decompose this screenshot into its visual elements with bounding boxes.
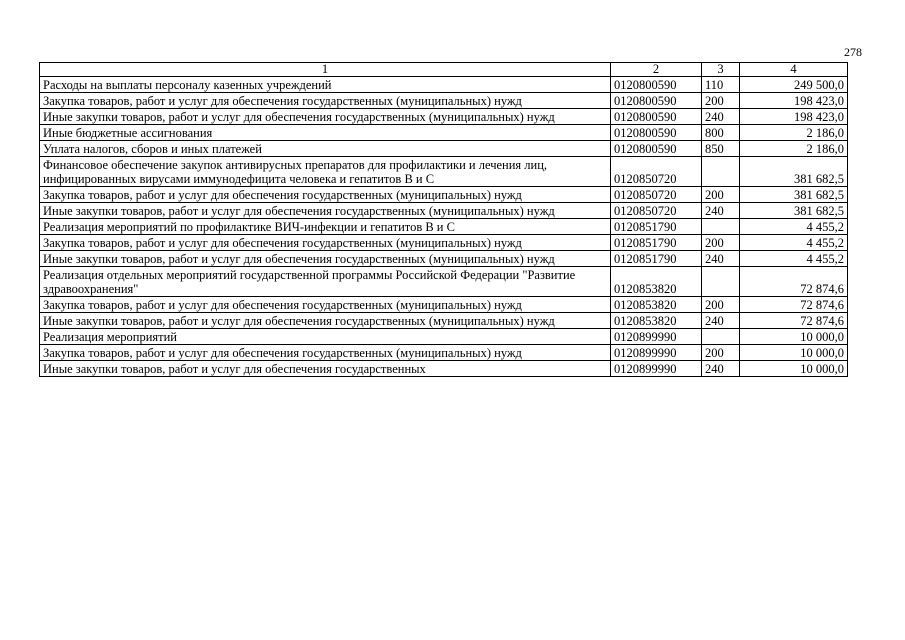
- target-article-code-cell: 0120800590: [611, 93, 702, 109]
- target-article-code-cell: 0120899990: [611, 329, 702, 345]
- amount-cell: 198 423,0: [740, 109, 848, 125]
- expense-type-code-cell: 200: [702, 235, 740, 251]
- target-article-code-cell: 0120851790: [611, 219, 702, 235]
- target-article-code-cell: 0120899990: [611, 345, 702, 361]
- amount-cell: 4 455,2: [740, 251, 848, 267]
- table-row: [40, 235, 848, 251]
- table-row: [40, 141, 848, 157]
- budget-table: [39, 62, 848, 377]
- expense-type-code-cell: 850: [702, 141, 740, 157]
- expense-type-code-cell: [702, 267, 740, 297]
- table-row: [40, 329, 848, 345]
- expense-name-cell: Уплата налогов, сборов и иных платежей: [40, 141, 611, 157]
- expense-name-cell: Иные бюджетные ассигнования: [40, 125, 611, 141]
- table-row: [40, 251, 848, 267]
- table-row: [40, 109, 848, 125]
- target-article-code-cell: 0120851790: [611, 251, 702, 267]
- expense-name-cell: Расходы на выплаты персоналу казенных учреждений: [40, 77, 611, 93]
- table-row: [40, 297, 848, 313]
- page-number: 278: [844, 45, 862, 59]
- amount-cell: 381 682,5: [740, 187, 848, 203]
- target-article-code-cell: 0120853820: [611, 267, 702, 297]
- amount-cell: 72 874,6: [740, 267, 848, 297]
- amount-cell: 381 682,5: [740, 157, 848, 187]
- target-article-code-cell: 0120853820: [611, 313, 702, 329]
- amount-cell: 249 500,0: [740, 77, 848, 93]
- table-row: [40, 267, 848, 297]
- expense-type-code-cell: 110: [702, 77, 740, 93]
- expense-name-cell: Реализация мероприятий по профилактике ВИЧ-инфекции и гепатитов В и С: [40, 219, 611, 235]
- expense-name-cell: Закупка товаров, работ и услуг для обеспечения государственных (муниципальных) нужд: [40, 235, 611, 251]
- amount-cell: 72 874,6: [740, 313, 848, 329]
- target-article-code-cell: 0120851790: [611, 235, 702, 251]
- expense-type-code-cell: 240: [702, 251, 740, 267]
- target-article-code-cell: 0120800590: [611, 77, 702, 93]
- target-article-code-cell: 0120850720: [611, 157, 702, 187]
- expense-type-code-cell: 240: [702, 109, 740, 125]
- expense-name-cell: Иные закупки товаров, работ и услуг для обеспечения государственных: [40, 361, 611, 377]
- expense-type-code-cell: 240: [702, 313, 740, 329]
- table-row: [40, 361, 848, 377]
- expense-name-cell: Финансовое обеспечение закупок антивирусных препаратов для профилактики и лечения лиц, инфицированных вирусами иммунодефицита человека и гепатитов В и С: [40, 157, 611, 187]
- expense-name-cell: Иные закупки товаров, работ и услуг для обеспечения государственных (муниципальных) нужд: [40, 203, 611, 219]
- table-row: [40, 77, 848, 93]
- target-article-code-cell: 0120800590: [611, 141, 702, 157]
- table-row: [40, 157, 848, 187]
- expense-name-cell: Реализация мероприятий: [40, 329, 611, 345]
- expense-type-code-cell: [702, 219, 740, 235]
- target-article-code-cell: 0120850720: [611, 187, 702, 203]
- table-row: [40, 345, 848, 361]
- target-article-code-cell: 0120899990: [611, 361, 702, 377]
- expense-type-code-cell: [702, 157, 740, 187]
- expense-type-code-cell: [702, 329, 740, 345]
- expense-type-code-cell: 200: [702, 345, 740, 361]
- column-header-4: 4: [740, 63, 848, 77]
- expense-name-cell: Закупка товаров, работ и услуг для обеспечения государственных (муниципальных) нужд: [40, 345, 611, 361]
- expense-name-cell: Иные закупки товаров, работ и услуг для обеспечения государственных (муниципальных) нужд: [40, 313, 611, 329]
- table-row: [40, 125, 848, 141]
- amount-cell: 198 423,0: [740, 93, 848, 109]
- column-header-2: 2: [611, 63, 702, 77]
- target-article-code-cell: 0120853820: [611, 297, 702, 313]
- amount-cell: 4 455,2: [740, 219, 848, 235]
- expense-type-code-cell: 800: [702, 125, 740, 141]
- expense-type-code-cell: 240: [702, 203, 740, 219]
- target-article-code-cell: 0120800590: [611, 109, 702, 125]
- expense-name-cell: Закупка товаров, работ и услуг для обеспечения государственных (муниципальных) нужд: [40, 297, 611, 313]
- amount-cell: 2 186,0: [740, 125, 848, 141]
- amount-cell: 10 000,0: [740, 361, 848, 377]
- amount-cell: 10 000,0: [740, 345, 848, 361]
- expense-type-code-cell: 200: [702, 297, 740, 313]
- table-row: [40, 203, 848, 219]
- column-header-3: 3: [702, 63, 740, 77]
- amount-cell: 72 874,6: [740, 297, 848, 313]
- amount-cell: 10 000,0: [740, 329, 848, 345]
- expense-name-cell: Закупка товаров, работ и услуг для обеспечения государственных (муниципальных) нужд: [40, 93, 611, 109]
- table-row: [40, 93, 848, 109]
- expense-name-cell: Реализация отдельных мероприятий государственной программы Российской Федерации "Развитие здравоохранения": [40, 267, 611, 297]
- table-row: [40, 219, 848, 235]
- expense-type-code-cell: 240: [702, 361, 740, 377]
- expense-name-cell: Иные закупки товаров, работ и услуг для обеспечения государственных (муниципальных) нужд: [40, 251, 611, 267]
- amount-cell: 2 186,0: [740, 141, 848, 157]
- column-header-1: 1: [40, 63, 611, 77]
- table-row: [40, 313, 848, 329]
- target-article-code-cell: 0120800590: [611, 125, 702, 141]
- amount-cell: 381 682,5: [740, 203, 848, 219]
- target-article-code-cell: 0120850720: [611, 203, 702, 219]
- amount-cell: 4 455,2: [740, 235, 848, 251]
- expense-type-code-cell: 200: [702, 187, 740, 203]
- expense-name-cell: Иные закупки товаров, работ и услуг для обеспечения государственных (муниципальных) нужд: [40, 109, 611, 125]
- table-row: [40, 187, 848, 203]
- expense-type-code-cell: 200: [702, 93, 740, 109]
- header-row: [40, 63, 848, 77]
- expense-name-cell: Закупка товаров, работ и услуг для обеспечения государственных (муниципальных) нужд: [40, 187, 611, 203]
